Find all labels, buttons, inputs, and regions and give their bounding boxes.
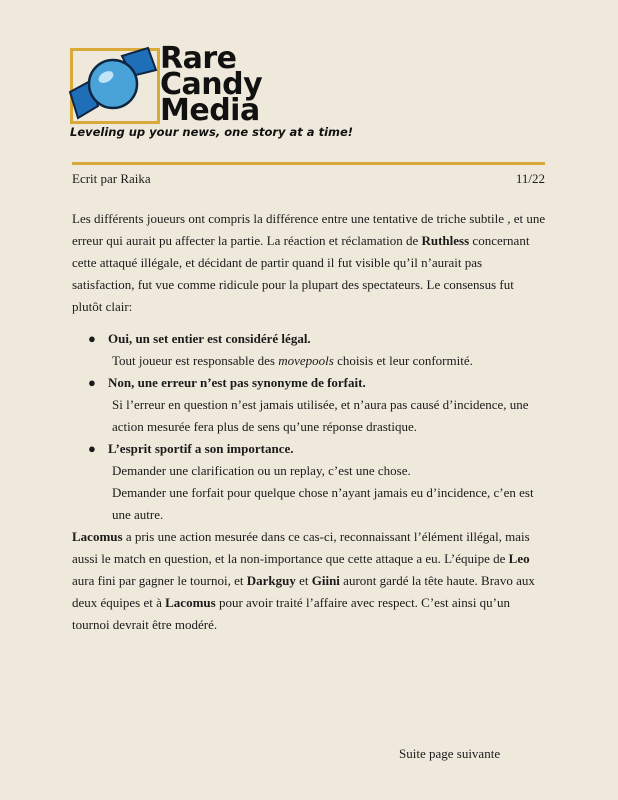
- logo: [60, 40, 340, 130]
- list-item: ● Oui, un set entier est considéré légal. Tout joueur est responsable des movepools choisis et leur conformité.: [72, 328, 546, 372]
- list-item: ● L’esprit sportif a son importance. Demander une clarification ou un replay, c’est une chose. Demander une forfait pour quelque chose n’ayant jamais eu d’incidence, c’en est une autre.: [72, 438, 546, 526]
- logo-text: [160, 41, 263, 128]
- continued-note: Suite page suivante: [399, 746, 501, 761]
- candy-icon: [60, 40, 170, 130]
- page-number: 11/22: [515, 171, 545, 186]
- closing-paragraph: Lacomus a pris une action mesurée dans ce cas-ci, reconnaissant l’élément illégal, mais aussi le match en question, et la non-importance que cette attaque a eu. L’équipe de Leo aura fini par gagner le tournoi, et Darkguy et Giini auront gardé la tête haute. Bravo aux deux équipes et à Lacomus pour avoir traité l’affaire avec respect. C’est ainsi qu’un tournoi devrait être modéré.: [72, 529, 535, 632]
- intro-paragraph: Les différents joueurs ont compris la différence entre une tentative de triche subtile , et une erreur qui aurait pu affecter la partie. La réaction et réclamation de Ruthless concernant cette attaqué illégale, et décidant de partir quand il fut visible qu’il n’aurait pas satisfaction, fut vue comme ridicule pour la plupart des spectateurs. Le consensus fut plutôt clair:: [72, 211, 546, 314]
- bullet-icon: ●: [88, 331, 96, 346]
- consensus-list: [72, 328, 546, 526]
- logo-line3: Media: [160, 93, 260, 128]
- list-item: ● Non, une erreur n’est pas synonyme de forfait. Si l’erreur en question n’est jamais utilisée, et n’aura pas causé d’incidence, une action mesurée fera plus de sens qu’une réponse drastique.: [72, 372, 546, 438]
- article-body: [72, 208, 546, 526]
- logo-line2: Candy: [160, 67, 263, 102]
- tagline: Leveling up your news, one story at a time!: [70, 125, 354, 139]
- name-ruthless: Ruthless: [421, 233, 470, 248]
- author: Ecrit par Raika: [72, 171, 151, 186]
- byline: [72, 171, 545, 187]
- divider: [72, 162, 545, 165]
- logo-line1: Rare: [160, 41, 237, 76]
- bullet-icon: ●: [88, 441, 96, 456]
- bullet-icon: ●: [88, 375, 96, 390]
